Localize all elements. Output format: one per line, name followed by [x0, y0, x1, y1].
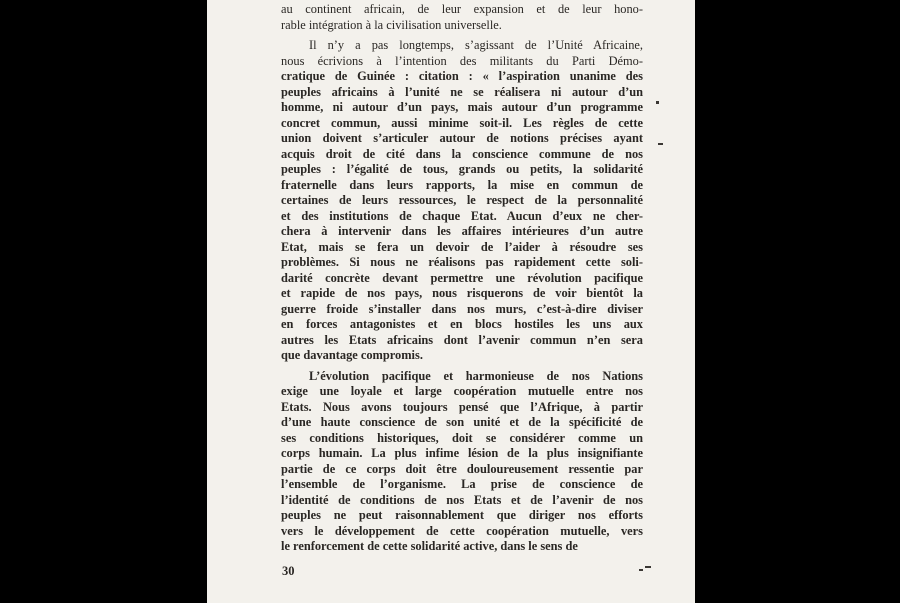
- text-line: cratique de Guinée : citation : « l’aspiration unanime des: [281, 69, 643, 83]
- text-line: au continent africain, de leur expansion et de leur hono-: [281, 2, 643, 16]
- text-line: et rapide de nos pays, nous risquerons de voir bientôt la: [281, 286, 643, 300]
- ink-speck: [639, 569, 643, 571]
- text-line: et des institutions de chaque Etat. Aucun d’eux ne cher-: [281, 208, 643, 223]
- text-line: concret commun, aussi minime soit-il. Les règles de cette: [281, 115, 643, 130]
- text-line: corps humain. La plus infime lésion de la plus insignifiante: [281, 446, 643, 460]
- ink-speck: [645, 566, 651, 568]
- ink-speck: [658, 143, 663, 145]
- text-line: Etats. Nous avons toujours pensé que l’Afrique, à partir: [281, 399, 643, 414]
- paragraph: [281, 2, 643, 33]
- text-line: exige une loyale et large coopération mutuelle entre nos: [281, 384, 643, 398]
- text-line: Il n’y a pas longtemps, s’agissant de l’Unité Africaine,: [309, 38, 643, 52]
- text-line: union doivent s’articuler autour de notions précises ayant: [281, 131, 643, 145]
- text-line: nous écrivions à l’intention des militants du Parti Démo-: [281, 53, 643, 68]
- ink-speck: [656, 101, 659, 104]
- text-line: homme, ni autour d’un pays, mais autour d’un programme: [281, 100, 643, 114]
- text-line: l’identité de conditions de nos Etats et de l’avenir de nos: [281, 492, 643, 507]
- paragraph: [281, 369, 643, 555]
- text-line: vers le développement de cette coopération mutuelle, vers: [281, 523, 643, 538]
- body-text: [281, 2, 643, 555]
- text-line: en forces antagonistes et en blocs hostiles les uns aux: [281, 317, 643, 331]
- text-line: peuples ne peut raisonnablement que diriger nos efforts: [281, 508, 643, 522]
- text-line: peuples africains à l’unité ne se réalisera ni autour d’un: [281, 84, 643, 99]
- text-line: le renforcement de cette solidarité active, dans le sens de: [281, 539, 578, 553]
- text-line: acquis droit de cité dans la conscience commune de nos: [281, 146, 643, 161]
- text-line: certaines de leurs ressources, le respect de la personnalité: [281, 193, 643, 207]
- text-line: L’évolution pacifique et harmonieuse de nos Nations: [309, 368, 643, 383]
- paragraph: [281, 38, 643, 364]
- text-line: chera à intervenir dans les affaires intérieures d’un autre: [281, 224, 643, 238]
- text-line: fraternelle dans leurs rapports, la mise en commun de: [281, 177, 643, 192]
- text-line: peuples : l’égalité de tous, grands ou petits, la solidarité: [281, 162, 643, 176]
- text-line: ses conditions historiques, doit se considérer comme un: [281, 430, 643, 445]
- page-number: 30: [282, 564, 295, 578]
- text-line: que davantage compromis.: [281, 348, 423, 362]
- text-line: d’une haute conscience de son unité et de la spécificité de: [281, 415, 643, 429]
- text-line: autres les Etats africains dont l’avenir commun n’en sera: [281, 332, 643, 347]
- text-line: l’ensemble de l’organisme. La prise de conscience de: [281, 477, 643, 491]
- book-page: [207, 0, 695, 603]
- text-line: rable intégration à la civilisation universelle.: [281, 17, 502, 32]
- text-line: problèmes. Si nous ne réalisons pas rapidement cette soli-: [281, 255, 643, 269]
- text-line: partie de ce corps doit être douloureusement ressentie par: [281, 461, 643, 476]
- text-line: darité concrète devant permettre une révolution pacifique: [281, 270, 643, 285]
- text-line: Etat, mais se fera un devoir de l’aider à résoudre ses: [281, 239, 643, 254]
- text-line: guerre froide s’installer dans nos murs, c’est-à-dire diviser: [281, 301, 643, 316]
